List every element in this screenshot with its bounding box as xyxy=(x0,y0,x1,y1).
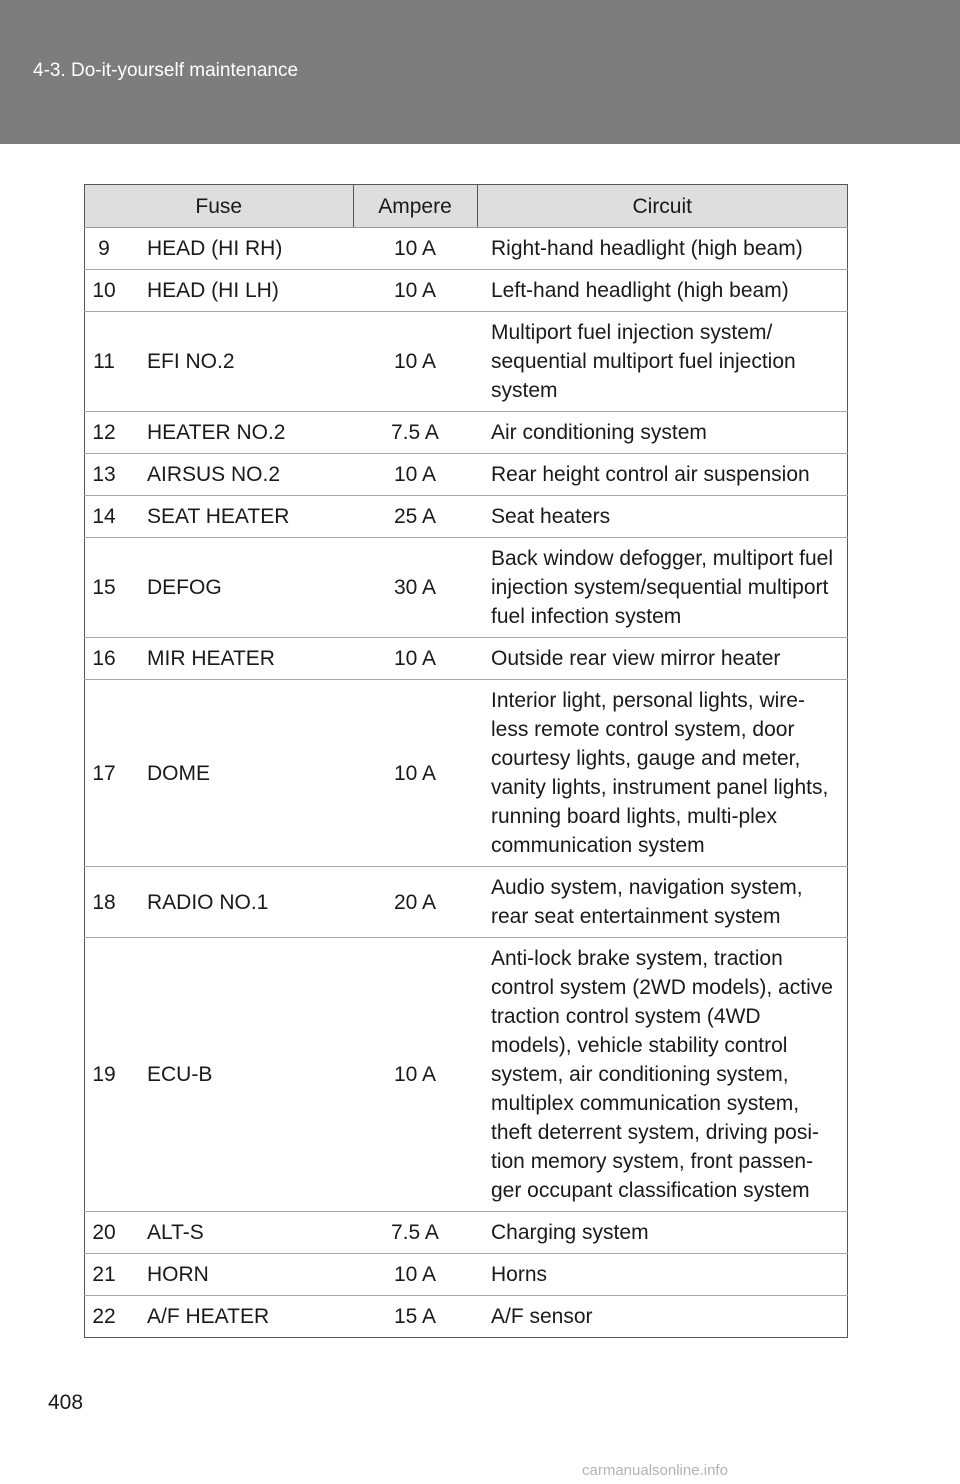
circuit-cell: Right-hand headlight (high beam) xyxy=(477,228,848,270)
circuit-cell: Left-hand headlight (high beam) xyxy=(477,270,848,312)
circuit-cell: A/F sensor xyxy=(477,1296,848,1338)
fuse-name-cell: DOME xyxy=(123,680,353,867)
fuse-number-cell: 16 xyxy=(85,638,124,680)
table-row xyxy=(85,228,848,270)
fuse-number-cell: 12 xyxy=(85,412,124,454)
fuse-name-cell: ECU-B xyxy=(123,938,353,1212)
ampere-cell: 10 A xyxy=(353,270,477,312)
fuse-number-cell: 13 xyxy=(85,454,124,496)
ampere-cell: 10 A xyxy=(353,938,477,1212)
ampere-cell: 30 A xyxy=(353,538,477,638)
circuit-cell: Audio system, navigation system, rear seat entertainment system xyxy=(477,867,848,938)
ampere-cell: 10 A xyxy=(353,1254,477,1296)
fuse-name-cell: HORN xyxy=(123,1254,353,1296)
ampere-cell: 25 A xyxy=(353,496,477,538)
fuse-number-cell: 11 xyxy=(85,312,124,412)
table-row xyxy=(85,680,848,867)
fuse-number-cell: 21 xyxy=(85,1254,124,1296)
table-header-row xyxy=(85,185,848,228)
ampere-cell: 10 A xyxy=(353,228,477,270)
table-row xyxy=(85,1254,848,1296)
fuse-number-cell: 19 xyxy=(85,938,124,1212)
fuse-name-cell: SEAT HEATER xyxy=(123,496,353,538)
circuit-cell: Charging system xyxy=(477,1212,848,1254)
fuse-table xyxy=(84,184,848,1338)
circuit-cell: Seat heaters xyxy=(477,496,848,538)
fuse-number-cell: 18 xyxy=(85,867,124,938)
ampere-cell: 10 A xyxy=(353,680,477,867)
ampere-cell: 15 A xyxy=(353,1296,477,1338)
ampere-cell: 10 A xyxy=(353,638,477,680)
watermark: carmanualsonline.info xyxy=(582,1462,728,1479)
table-row xyxy=(85,938,848,1212)
table-row xyxy=(85,538,848,638)
fuse-name-cell: DEFOG xyxy=(123,538,353,638)
fuse-name-cell: EFI NO.2 xyxy=(123,312,353,412)
fuse-name-cell: HEATER NO.2 xyxy=(123,412,353,454)
fuse-number-cell: 14 xyxy=(85,496,124,538)
ampere-cell: 10 A xyxy=(353,312,477,412)
fuse-name-cell: HEAD (HI RH) xyxy=(123,228,353,270)
section-title: 4-3. Do-it-yourself maintenance xyxy=(33,60,299,81)
table-row xyxy=(85,867,848,938)
fuse-number-cell: 20 xyxy=(85,1212,124,1254)
circuit-cell: Back window defogger, multiport fuel injection system/sequential multiport fuel infection system xyxy=(477,538,848,638)
circuit-cell: Anti-lock brake system, traction control system (2WD models), active traction control system (4WD models), vehicle stability control system, air conditioning system, multiplex communication system, theft deterrent system, driving posi-tion memory system, front passen-ger occupant classification system xyxy=(477,938,848,1212)
fuse-number-cell: 10 xyxy=(85,270,124,312)
fuse-number-cell: 17 xyxy=(85,680,124,867)
fuse-name-cell: AIRSUS NO.2 xyxy=(123,454,353,496)
table-row xyxy=(85,1212,848,1254)
fuse-name-cell: A/F HEATER xyxy=(123,1296,353,1338)
ampere-cell: 7.5 A xyxy=(353,412,477,454)
table-row xyxy=(85,312,848,412)
fuse-name-cell: MIR HEATER xyxy=(123,638,353,680)
column-header-circuit: Circuit xyxy=(477,185,848,228)
table-body xyxy=(85,228,848,1338)
column-header-ampere: Ampere xyxy=(353,185,477,228)
ampere-cell: 7.5 A xyxy=(353,1212,477,1254)
fuse-number-cell: 9 xyxy=(85,228,124,270)
table-row xyxy=(85,270,848,312)
circuit-cell: Multiport fuel injection system/ sequential multiport fuel injection system xyxy=(477,312,848,412)
table-row xyxy=(85,638,848,680)
column-header-fuse: Fuse xyxy=(85,185,354,228)
circuit-cell: Air conditioning system xyxy=(477,412,848,454)
fuse-name-cell: RADIO NO.1 xyxy=(123,867,353,938)
circuit-cell: Horns xyxy=(477,1254,848,1296)
header-bar xyxy=(0,0,960,144)
fuse-number-cell: 15 xyxy=(85,538,124,638)
ampere-cell: 20 A xyxy=(353,867,477,938)
fuse-name-cell: HEAD (HI LH) xyxy=(123,270,353,312)
circuit-cell: Rear height control air suspension xyxy=(477,454,848,496)
ampere-cell: 10 A xyxy=(353,454,477,496)
table-row xyxy=(85,1296,848,1338)
fuse-name-cell: ALT-S xyxy=(123,1212,353,1254)
table-row xyxy=(85,412,848,454)
circuit-cell: Outside rear view mirror heater xyxy=(477,638,848,680)
table-row xyxy=(85,496,848,538)
table-row xyxy=(85,454,848,496)
page-number: 408 xyxy=(48,1391,84,1414)
fuse-number-cell: 22 xyxy=(85,1296,124,1338)
circuit-cell: Interior light, personal lights, wire-less remote control system, door courtesy lights, gauge and meter, vanity lights, instrument panel lights, running board lights, multi-plex communication system xyxy=(477,680,848,867)
